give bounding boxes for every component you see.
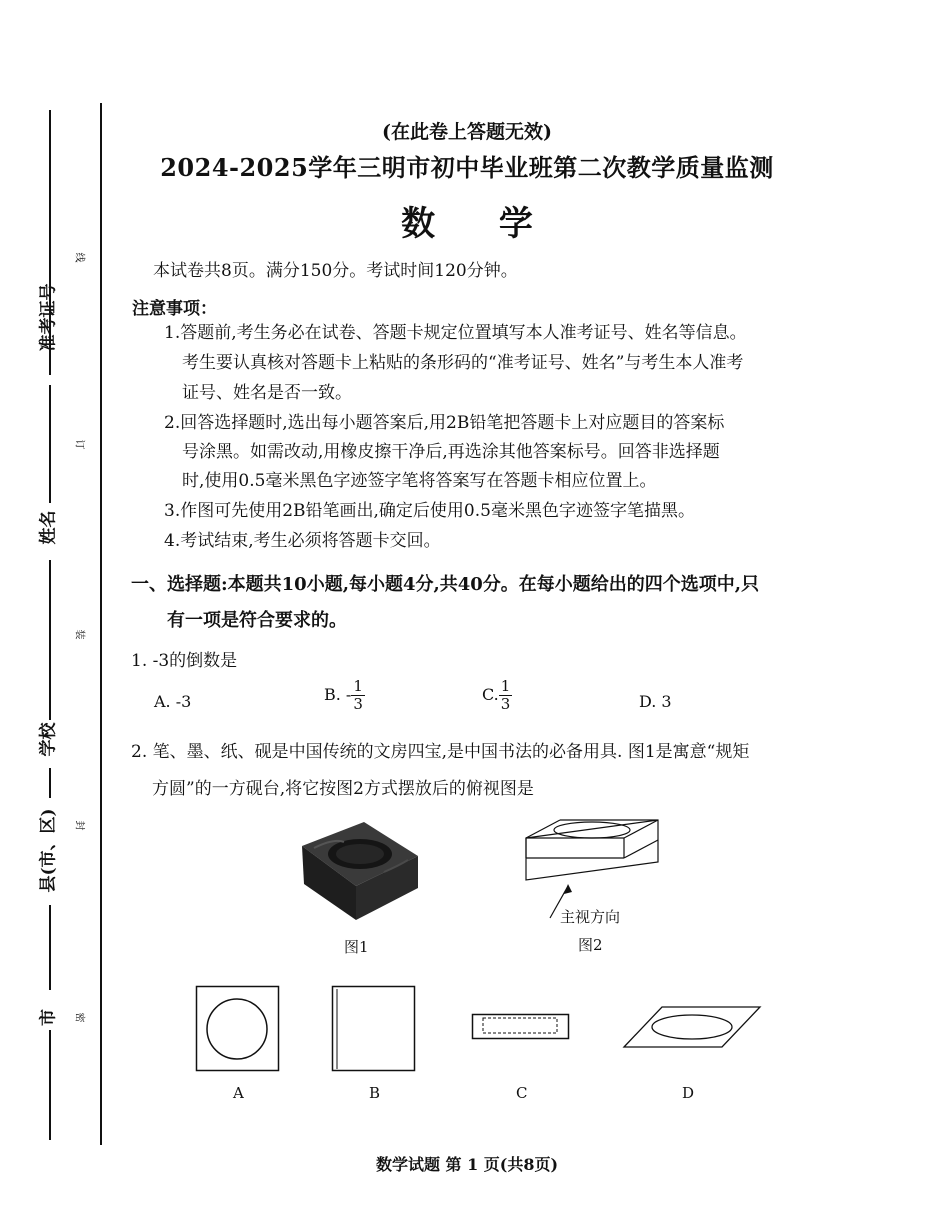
q2-option-b-label: B xyxy=(369,1084,381,1102)
q2-option-b-figure xyxy=(331,985,417,1073)
exam-title: 2024-2025学年三明市初中毕业班第二次教学质量监测 xyxy=(160,153,774,182)
q1-option-c-prefix: C. xyxy=(482,685,499,704)
note-line: 证号、姓名是否一致。 xyxy=(182,383,352,403)
note-line: 1.答题前,考生务必在试卷、答题卡规定位置填写本人准考证号、姓名等信息。 xyxy=(164,323,747,343)
city-underline xyxy=(49,905,51,990)
note-line: 时,使用0.5毫米黑色字迹签字笔将答案写在答题卡相应位置上。 xyxy=(182,471,657,491)
q2-option-a-figure xyxy=(195,985,281,1073)
q1-option-d: D. 3 xyxy=(639,692,672,711)
q2-option-d-label: D xyxy=(682,1084,695,1102)
binding-mark-ding: 订 xyxy=(73,439,85,450)
figure-2-caption: 图2 xyxy=(578,936,603,954)
front-view-label: 主视方向 xyxy=(560,908,621,926)
invalid-answer-notice: (在此卷上答题无效) xyxy=(382,121,552,143)
question-2-stem-cont: 方圆”的一方砚台,将它按图2方式摆放后的俯视图是 xyxy=(152,779,534,799)
page-footer: 数学试题 第 1 页(共8页) xyxy=(375,1155,559,1174)
binding-mark-mi: 密 xyxy=(73,1012,85,1023)
q1-option-b-fraction xyxy=(351,678,365,713)
figure-1-caption: 图1 xyxy=(344,938,369,956)
section-heading: 一、选择题:本题共10小题,每小题4分,共40分。在每小题给出的四个选项中,只 xyxy=(131,574,760,595)
name-label: 姓名 xyxy=(38,510,59,545)
q2-option-c-label: C xyxy=(516,1084,528,1102)
subject-char-1: 数 xyxy=(401,204,436,244)
exam-intro: 本试卷共8页。满分150分。考试时间120分钟。 xyxy=(153,261,518,281)
exam-no-label: 准考证号 xyxy=(38,283,59,352)
question-2-stem: 2. 笔、墨、纸、砚是中国传统的文房四宝,是中国书法的必备用具. 图1是寓意“规矩 xyxy=(131,742,750,762)
name-underline xyxy=(49,385,51,503)
notes-heading: 注意事项： xyxy=(132,299,217,319)
subject-title xyxy=(0,196,934,245)
fraction-denominator: 3 xyxy=(353,695,363,713)
subject-char-2: 学 xyxy=(498,204,533,244)
note-line: 2.回答选择题时,选出每小题答案后,用2B铅笔把答题卡上对应题目的答案标 xyxy=(164,413,725,433)
fraction-numerator: 1 xyxy=(500,677,511,695)
q1-option-c xyxy=(482,678,512,713)
fraction-numerator: 1 xyxy=(353,677,363,695)
note-line: 4.考试结束,考生必须将答题卡交回。 xyxy=(164,531,441,551)
note-line: 号涂黑。如需改动,用橡皮擦干净后,再选涂其他答案标号。回答非选择题 xyxy=(182,442,720,462)
county-label: 县(市、区) xyxy=(38,808,59,893)
note-line: 考生要认真核对答题卡上粘贴的条形码的“准考证号、姓名”与考生本人准考 xyxy=(182,353,744,373)
q1-option-c-fraction xyxy=(499,678,513,713)
q1-option-b-prefix: B. - xyxy=(324,685,352,704)
school-underline xyxy=(49,560,51,720)
q2-option-d-figure xyxy=(622,1003,762,1055)
city-label: 市 xyxy=(38,1009,59,1026)
figure-1-inkstone-photo xyxy=(294,816,422,926)
question-1-stem: 1. -3的倒数是 xyxy=(131,651,238,671)
school-label: 学校 xyxy=(38,722,59,757)
binding-mark-feng: 封 xyxy=(73,820,85,831)
binding-mark-xian: 线 xyxy=(73,252,85,263)
fraction-denominator: 3 xyxy=(500,695,511,713)
note-line: 3.作图可先使用2B铅笔画出,确定后使用0.5毫米黑色字迹签字笔描黑。 xyxy=(164,501,695,521)
q1-option-a: A. -3 xyxy=(154,692,192,711)
section-heading-cont: 有一项是符合要求的。 xyxy=(167,610,347,631)
q2-option-c-figure xyxy=(471,1013,571,1041)
city-underline-2 xyxy=(49,1030,51,1140)
binding-line xyxy=(100,103,102,1145)
binding-mark-zhuang: 装 xyxy=(73,629,85,640)
q1-option-b xyxy=(324,678,365,713)
q2-option-a-label: A xyxy=(233,1084,244,1102)
